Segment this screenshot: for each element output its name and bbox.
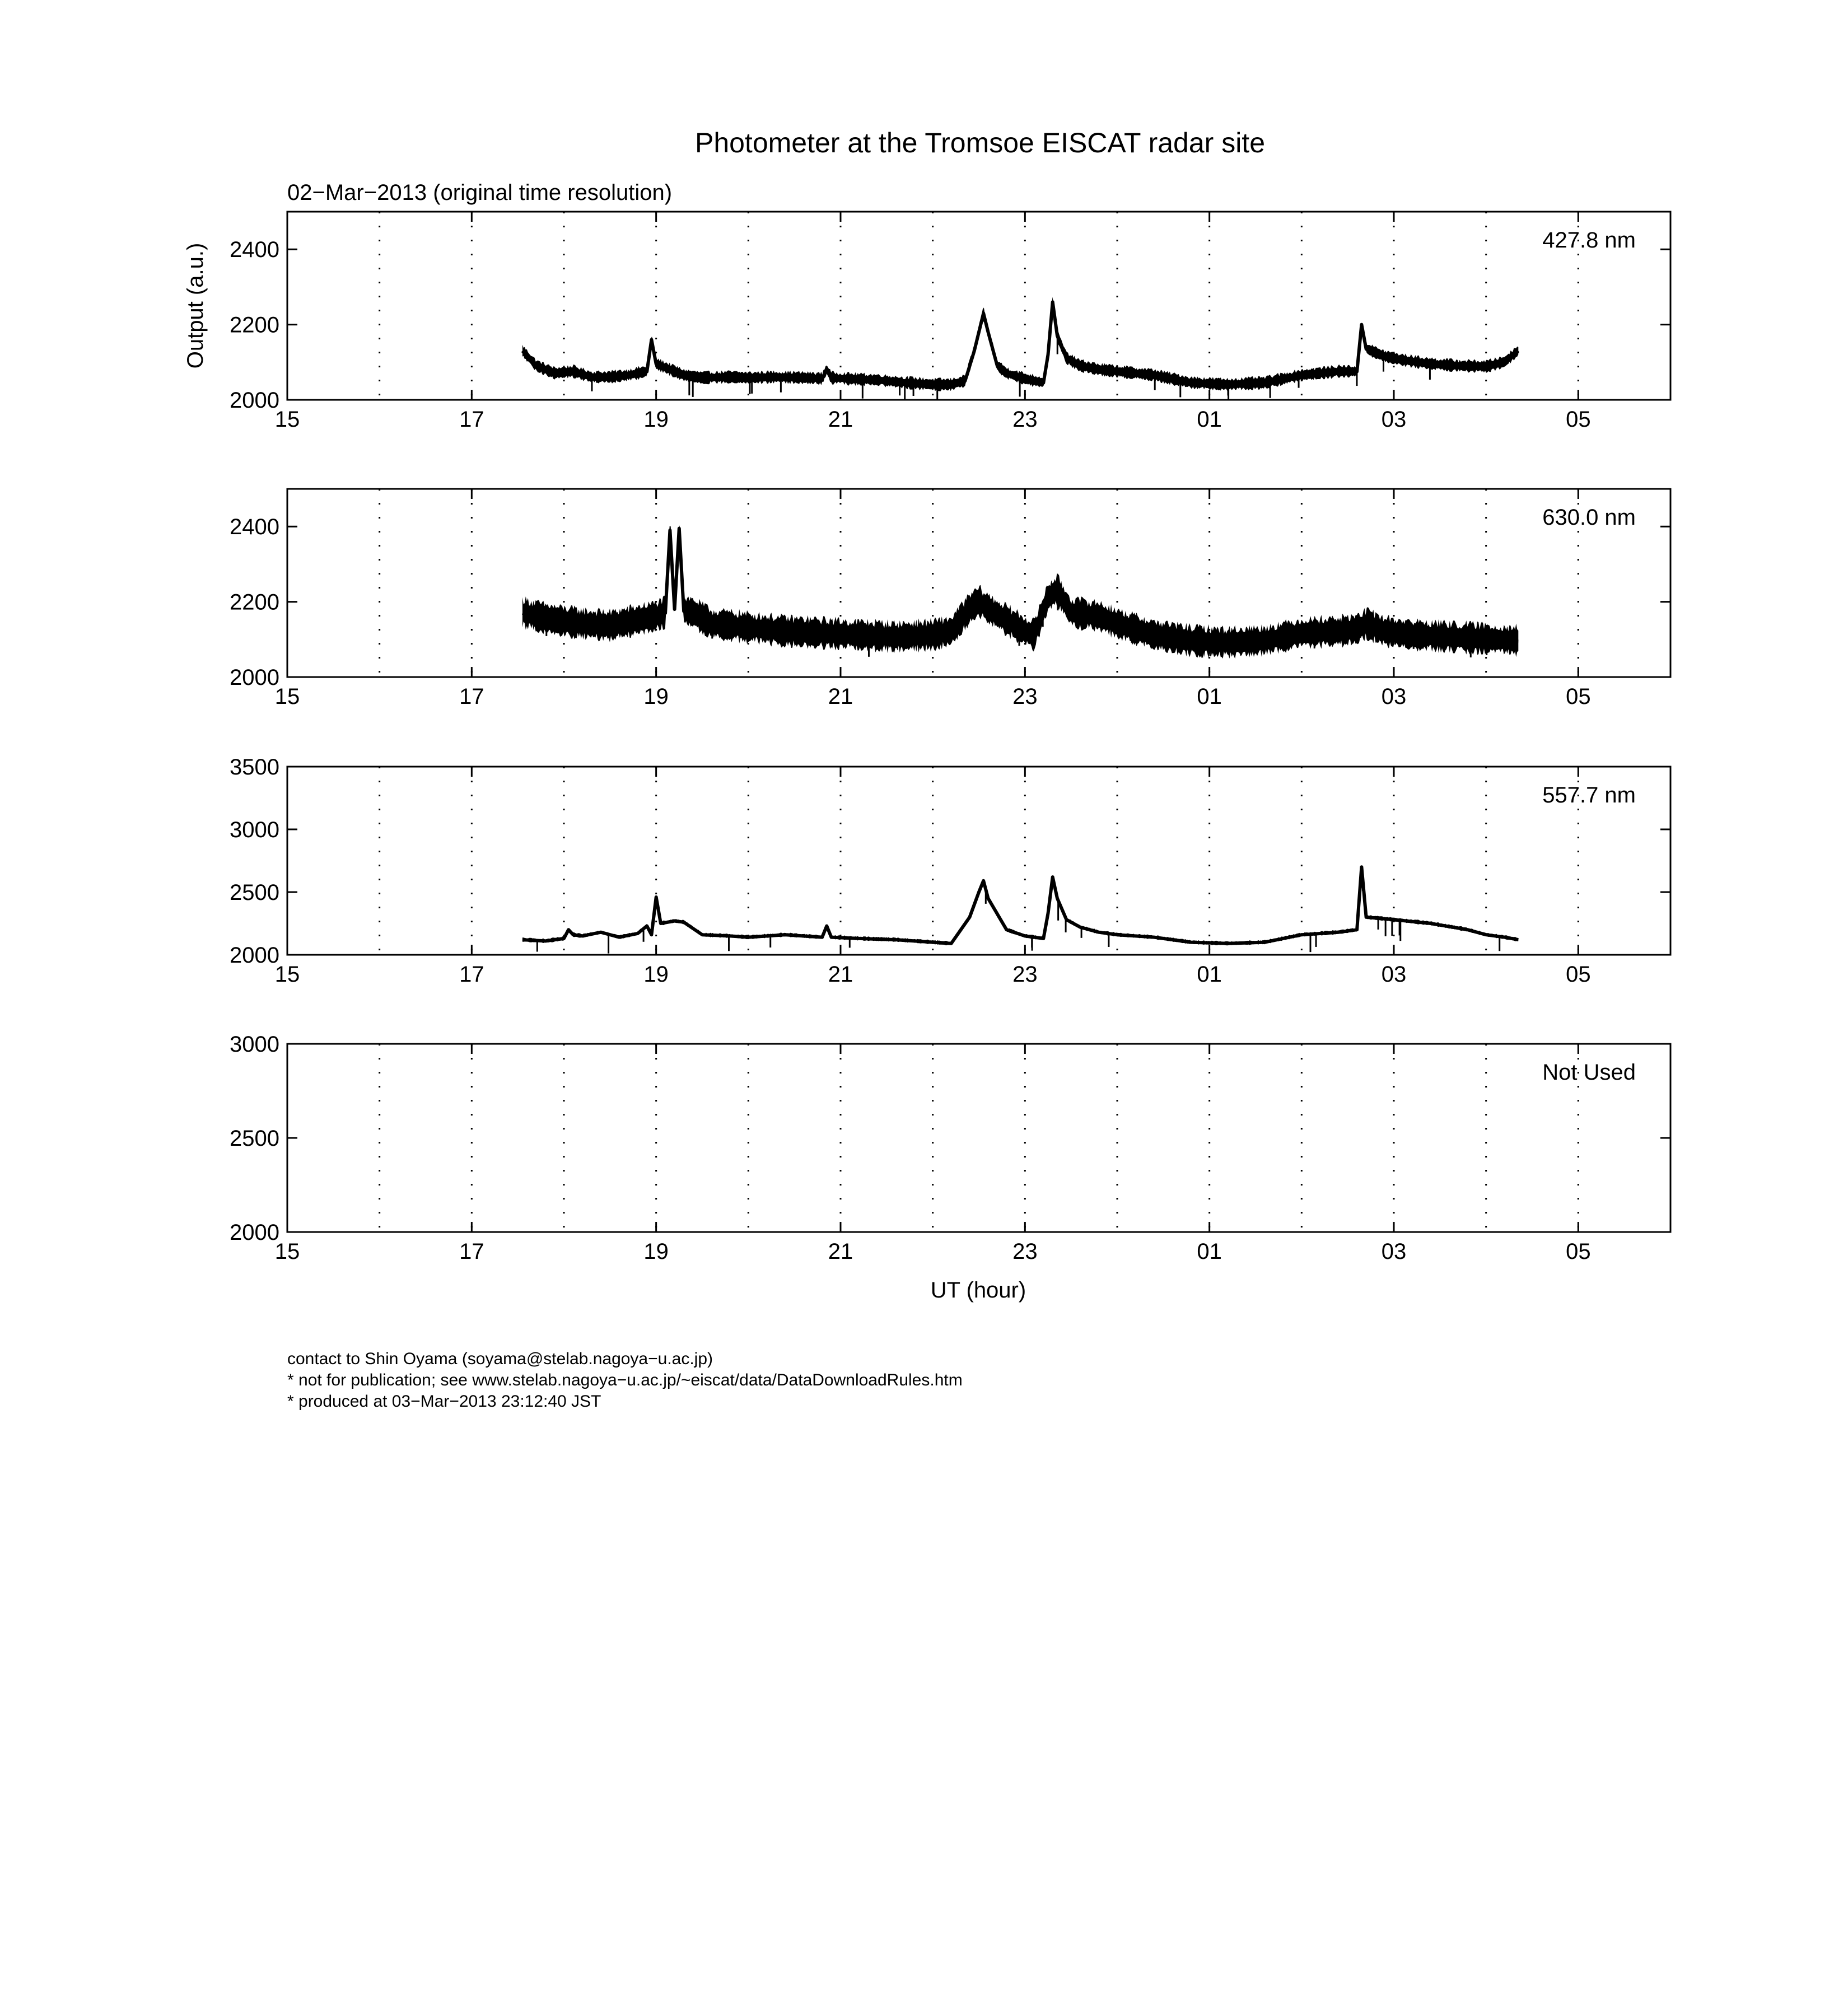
- footer-produced: * produced at 03−Mar−2013 23:12:40 JST: [287, 1392, 601, 1411]
- panel-frame: [287, 767, 1670, 955]
- y-tick-label: 2000: [230, 388, 279, 413]
- x-tick-label: 15: [274, 407, 300, 432]
- x-tick-label: 01: [1197, 684, 1222, 709]
- x-tick-label: 05: [1566, 1239, 1591, 1264]
- x-tick-label: 15: [274, 962, 300, 987]
- x-tick-label: 03: [1381, 962, 1407, 987]
- y-tick-label: 2000: [230, 665, 279, 690]
- panel-label: 630.0 nm: [1542, 505, 1636, 530]
- footer-contact: contact to Shin Oyama (soyama@stelab.nagoya−u.ac.jp): [287, 1350, 713, 1368]
- x-tick-label: 19: [643, 407, 669, 432]
- panel-label: 427.8 nm: [1542, 228, 1636, 253]
- panel-630-0nm: [230, 489, 1670, 709]
- y-tick-label: 2000: [230, 1220, 279, 1245]
- panel-label: 557.7 nm: [1542, 783, 1636, 808]
- figure-title: Photometer at the Tromsoe EISCAT radar site: [694, 127, 1266, 158]
- y-axis-label: Output (a.u.): [183, 242, 208, 369]
- x-tick-label: 01: [1197, 1239, 1222, 1264]
- y-tick-label: 2200: [230, 590, 279, 615]
- x-axis-label: UT (hour): [930, 1278, 1026, 1303]
- x-tick-label: 05: [1566, 962, 1591, 987]
- footer-notes: [287, 1348, 963, 1412]
- x-tick-label: 15: [274, 1239, 300, 1264]
- x-tick-label: 23: [1012, 684, 1038, 709]
- y-tick-label: 2000: [230, 943, 279, 968]
- panel-label: Not Used: [1542, 1060, 1636, 1085]
- y-tick-label: 2200: [230, 312, 279, 338]
- panel-frame: [287, 1044, 1670, 1232]
- x-tick-label: 19: [643, 1239, 669, 1264]
- x-tick-label: 03: [1381, 407, 1407, 432]
- panel-not-used: [230, 1032, 1670, 1264]
- y-tick-label: 2400: [230, 515, 279, 540]
- x-tick-label: 17: [459, 407, 484, 432]
- y-tick-label: 2500: [230, 1126, 279, 1151]
- x-tick-label: 03: [1381, 684, 1407, 709]
- x-tick-label: 17: [459, 1239, 484, 1264]
- x-tick-label: 23: [1012, 962, 1038, 987]
- x-tick-label: 03: [1381, 1239, 1407, 1264]
- x-tick-label: 19: [643, 684, 669, 709]
- x-tick-label: 19: [643, 962, 669, 987]
- x-tick-label: 21: [828, 962, 853, 987]
- x-tick-label: 23: [1012, 1239, 1038, 1264]
- y-tick-label: 3500: [230, 755, 279, 780]
- x-tick-label: 21: [828, 684, 853, 709]
- y-tick-label: 2400: [230, 237, 279, 263]
- y-tick-label: 2500: [230, 880, 279, 905]
- panel-427-8nm: [230, 212, 1670, 432]
- x-tick-label: 15: [274, 684, 300, 709]
- x-tick-label: 21: [828, 1239, 853, 1264]
- x-tick-label: 01: [1197, 407, 1222, 432]
- figure-subtitle: 02−Mar−2013 (original time resolution): [287, 180, 673, 205]
- series-line: [522, 867, 1518, 944]
- panel-557-7nm: [230, 755, 1670, 987]
- x-tick-label: 01: [1197, 962, 1222, 987]
- x-tick-label: 05: [1566, 407, 1591, 432]
- x-tick-label: 23: [1012, 407, 1038, 432]
- x-tick-label: 17: [459, 962, 484, 987]
- y-tick-label: 3000: [230, 818, 279, 842]
- x-tick-label: 21: [828, 407, 853, 432]
- y-tick-label: 3000: [230, 1032, 279, 1057]
- footer-note: * not for publication; see www.stelab.nagoya−u.ac.jp/~eiscat/data/DataDownloadRules.htm: [287, 1371, 963, 1389]
- panel-frame: [287, 212, 1670, 400]
- x-tick-label: 17: [459, 684, 484, 709]
- x-tick-label: 05: [1566, 684, 1591, 709]
